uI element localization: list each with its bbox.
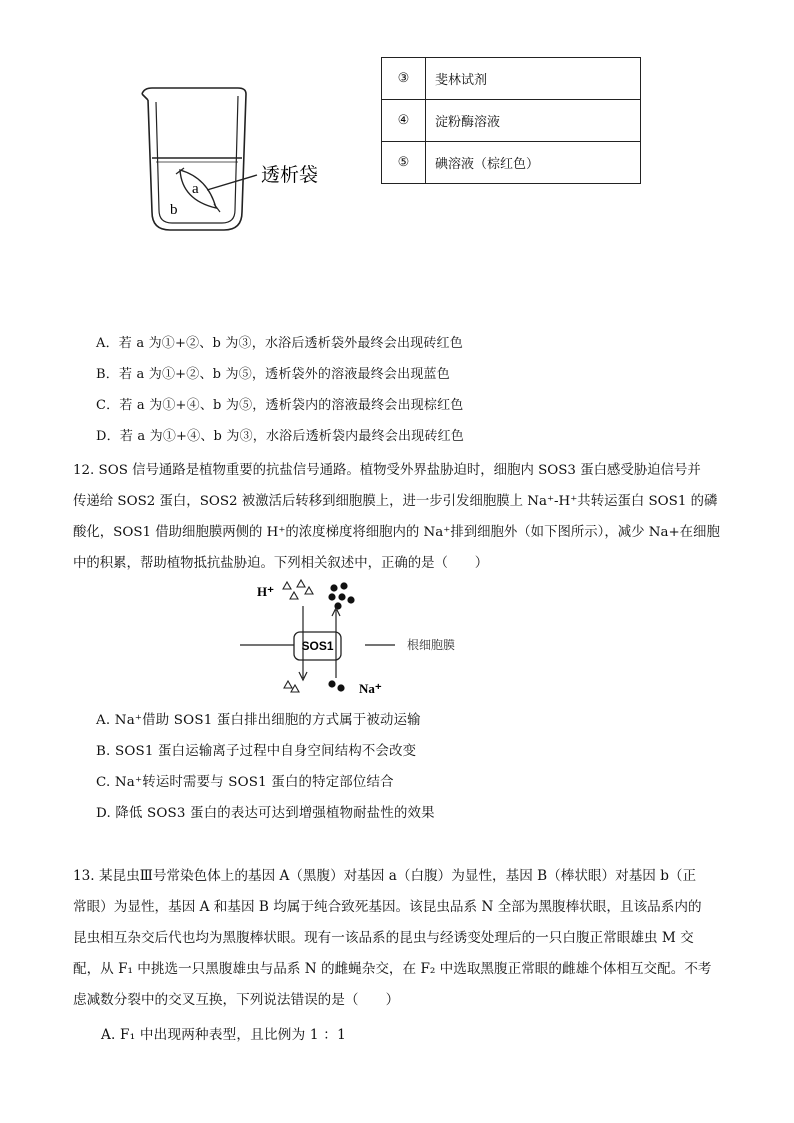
dialysis-beaker-figure (130, 82, 350, 242)
q12-option-a: A. Na⁺借助 SOS1 蛋白排出细胞的方式属于被动运输 (96, 713, 421, 728)
q12-option-d: D. 降低 SOS3 蛋白的表达可达到增强植物耐盐性的效果 (96, 806, 435, 821)
label-dialysis-bag: 透析袋 (261, 164, 319, 186)
q11-option-a: A．若 a 为①+②、b 为③，水浴后透析袋外最终会出现砖红色 (96, 336, 463, 351)
label-b: b (170, 202, 178, 218)
q11-option-c: C．若 a 为①+④、b 为⑤，透析袋内的溶液最终会出现棕红色 (96, 398, 464, 413)
label-a: a (192, 181, 199, 197)
reagent-number: ④ (382, 100, 426, 142)
q12-line-3: 酸化，SOS1 借助细胞膜两侧的 H⁺的浓度梯度将细胞内的 Na⁺排到细胞外（如下图所示），减少 Na+在细胞 (73, 525, 720, 540)
q11-option-d: D．若 a 为①+④、b 为③，水浴后透析袋内最终会出现砖红色 (96, 429, 464, 444)
h-ion-label: H⁺ (257, 584, 274, 599)
q12-option-b: B. SOS1 蛋白运输离子过程中自身空间结构不会改变 (96, 744, 417, 759)
q13-line-1: 13. 某昆虫Ⅲ号常染色体上的基因 A（黑腹）对基因 a（白腹）为显性，基因 B（棒状眼）对基因 b（正 (73, 868, 697, 884)
table-row (382, 142, 641, 184)
h-ion-triangles-inside (284, 681, 299, 692)
reagent-name: 碘溶液（棕红色） (426, 142, 641, 184)
sos1-transport-figure (235, 578, 495, 698)
q13-line-3: 昆虫相互杂交后代也均为黑腹棒状眼。现有一该品系的昆虫与经诱变处理后的一只白腹正常眼雄虫 M 交 (73, 930, 694, 946)
reagent-number: ③ (382, 58, 426, 100)
reagent-name: 斐林试剂 (426, 58, 641, 100)
q12-line-4: 中的积累，帮助植物抵抗盐胁迫。下列相关叙述中，正确的是（ ） (73, 556, 489, 571)
q13-line-4: 配，从 F₁ 中挑选一只黑腹雄虫与品系 N 的雌蝇杂交，在 F₂ 中选取黑腹正常眼的雌雄个体相互交配。不考 (73, 961, 712, 977)
bag-pointer-line (207, 175, 257, 190)
h-ion-triangles-outside (283, 580, 313, 599)
reagent-number: ⑤ (382, 142, 426, 184)
reagent-name: 淀粉酶溶液 (426, 100, 641, 142)
q12-option-c: C. Na⁺转运时需要与 SOS1 蛋白的特定部位结合 (96, 775, 394, 790)
na-ion-dots-inside (328, 680, 344, 691)
table-row (382, 100, 641, 142)
q12-line-2: 传递给 SOS2 蛋白，SOS2 被激活后转移到细胞膜上，进一步引发细胞膜上 Na⁺-H⁺共转运蛋白 SOS1 的磷 (73, 494, 718, 509)
q12-stem (73, 455, 720, 579)
reagent-table (381, 57, 641, 184)
q11-option-b: B．若 a 为①+②、b 为⑤，透析袋外的溶液最终会出现蓝色 (96, 367, 450, 382)
q13-line-2: 常眼）为显性，基因 A 和基因 B 均属于纯合致死基因。该昆虫品系 N 全部为黑腹棒状眼，且该品系内的 (73, 899, 702, 915)
q13-option-a: A. F₁ 中出现两种表型，且比例为 1 ：1 (101, 1027, 346, 1043)
q12-line-1: 12. SOS 信号通路是植物重要的抗盐信号通路。植物受外界盐胁迫时，细胞内 SOS3 蛋白感受胁迫信号并 (73, 463, 701, 478)
sos1-label: SOS1 (301, 639, 334, 653)
na-ion-dots-outside (328, 582, 354, 609)
q13-line-5: 虑减数分裂中的交叉互换，下列说法错误的是（ ） (73, 992, 400, 1008)
membrane-label: 根细胞膜 (407, 638, 456, 652)
table-row (382, 58, 641, 100)
q13-stem (73, 861, 712, 1016)
beaker-rim (142, 88, 246, 94)
na-ion-label: Na⁺ (359, 681, 382, 696)
